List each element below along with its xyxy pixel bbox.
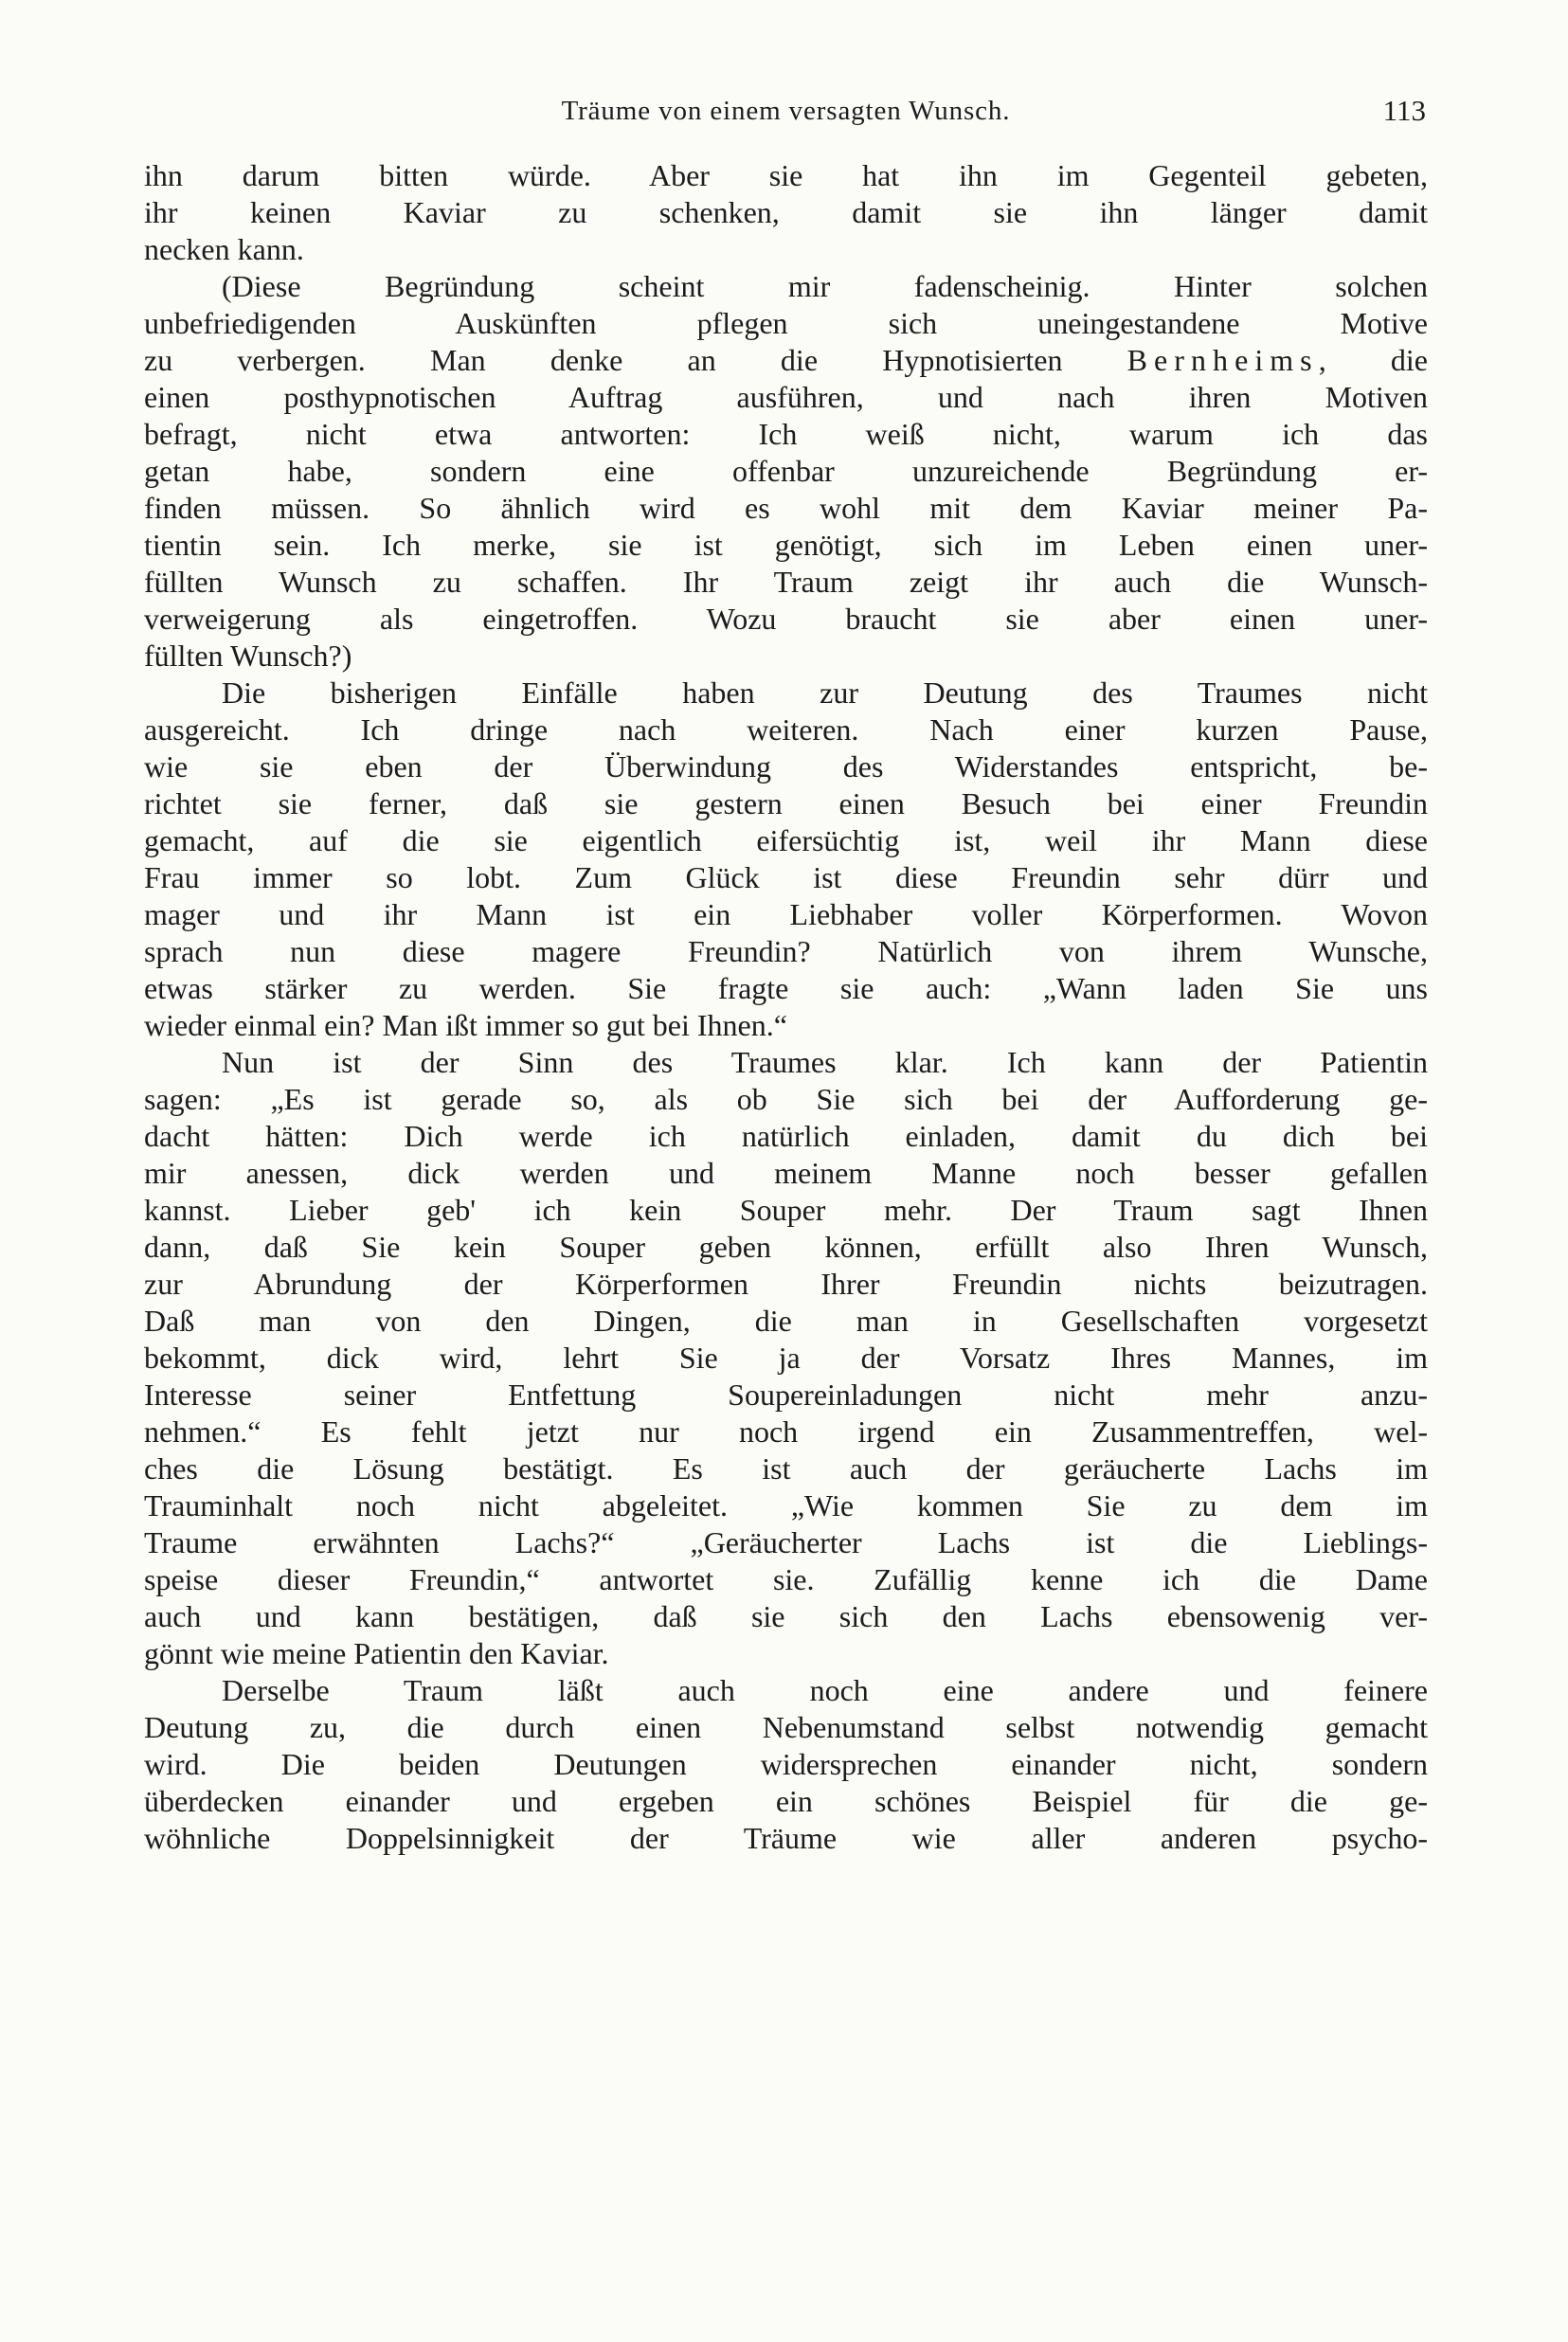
text-line: einen posthypnotischen Auftrag ausführen, und nach ihren Motiven: [144, 380, 1428, 414]
text-line: wieder einmal ein? Man ißt immer so gut bei Ihnen.“: [144, 1008, 787, 1042]
text-line: tientin sein. Ich merke, sie ist genötigt, sich im Leben einen uner-: [144, 528, 1428, 562]
text-line: gemacht, auf die sie eigentlich eifersüchtig ist, weil ihr Mann diese: [144, 823, 1428, 857]
text-line: kannst. Lieber geb' ich kein Souper mehr. Der Traum sagt Ihnen: [144, 1193, 1428, 1227]
text-line: befragt, nicht etwa antworten: Ich weiß nicht, warum ich das: [144, 417, 1428, 451]
text-line: (Diese Begründung scheint mir fadenscheinig. Hinter solchen: [222, 269, 1428, 303]
text-line: Trauminhalt noch nicht abgeleitet. „Wie kommen Sie zu dem im: [144, 1488, 1428, 1522]
text-line: wird. Die beiden Deutungen widersprechen einander nicht, sondern: [144, 1747, 1428, 1781]
text-line: sagen: „Es ist gerade so, als ob Sie sich bei der Aufforderung ge-: [144, 1082, 1428, 1116]
text-line: richtet sie ferner, daß sie gestern einen Besuch bei einer Freundin: [144, 786, 1428, 820]
text-line: Die bisherigen Einfälle haben zur Deutung des Traumes nicht: [222, 676, 1428, 710]
text-block: [144, 157, 1428, 1857]
text-line: Daß man von den Dingen, die man in Gesellschaften vorgesetzt: [144, 1304, 1428, 1338]
text-line: sprach nun diese magere Freundin? Natürlich von ihrem Wunsche,: [144, 934, 1428, 968]
text-line: dann, daß Sie kein Souper geben können, erfüllt also Ihren Wunsch,: [144, 1230, 1428, 1264]
text-line: zu verbergen. Man denke an die Hypnotisierten Bernheims, die: [144, 343, 1429, 377]
text-line: wie sie eben der Überwindung des Widerstandes entspricht, be-: [144, 749, 1428, 784]
text-line: getan habe, sondern eine offenbar unzureichende Begründung er-: [144, 454, 1428, 488]
text-line: verweigerung als eingetroffen. Wozu braucht sie aber einen uner-: [144, 602, 1428, 636]
page-number: 113: [1382, 94, 1426, 127]
text-line: finden müssen. So ähnlich wird es wohl mit dem Kaviar meiner Pa-: [144, 491, 1428, 525]
text-line: unbefriedigenden Auskünften pflegen sich uneingestandene Motive: [144, 306, 1428, 340]
text-line: mager und ihr Mann ist ein Liebhaber voller Körperformen. Wovon: [144, 897, 1428, 931]
text-line: füllten Wunsch?): [144, 639, 352, 673]
text-line: Derselbe Traum läßt auch noch eine andere und feinere: [222, 1673, 1428, 1707]
letterspaced-word: Bernheims: [1126, 343, 1319, 377]
text-line: überdecken einander und ergeben ein schönes Beispiel für die ge-: [144, 1784, 1428, 1818]
text-line: bekommt, dick wird, lehrt Sie ja der Vorsatz Ihres Mannes, im: [144, 1341, 1428, 1375]
text-line: etwas stärker zu werden. Sie fragte sie auch: „Wann laden Sie uns: [144, 971, 1428, 1005]
text-line: gönnt wie meine Patientin den Kaviar.: [144, 1636, 609, 1670]
page-header: [144, 93, 1428, 133]
text-line: füllten Wunsch zu schaffen. Ihr Traum zeigt ihr auch die Wunsch-: [144, 565, 1428, 599]
text-line: Frau immer so lobt. Zum Glück ist diese Freundin sehr dürr und: [144, 860, 1428, 894]
text-line: Traume erwähnten Lachs?“ „Geräucherter Lachs ist die Lieblings-: [144, 1525, 1428, 1559]
text-line: dacht hätten: Dich werde ich natürlich einladen, damit du dich bei: [144, 1119, 1428, 1153]
text-line: ihn darum bitten würde. Aber sie hat ihn im Gegenteil gebeten,: [144, 158, 1428, 192]
text-line: necken kann.: [144, 232, 304, 266]
text-line: ihr keinen Kaviar zu schenken, damit sie ihn länger damit: [144, 195, 1428, 229]
text-line: nehmen.“ Es fehlt jetzt nur noch irgend ein Zusammentreffen, wel-: [144, 1414, 1428, 1449]
text-line: speise dieser Freundin,“ antwortet sie. Zufällig kenne ich die Dame: [144, 1562, 1428, 1596]
text-line: Interesse seiner Entfettung Soupereinladungen nicht mehr anzu-: [144, 1378, 1428, 1412]
text-line: ausgereicht. Ich dringe nach weiteren. Nach einer kurzen Pause,: [144, 712, 1428, 747]
running-title: Träume von einem versagten Wunsch.: [561, 96, 1011, 126]
text-line: mir anessen, dick werden und meinem Manne noch besser gefallen: [144, 1156, 1428, 1190]
text-line: wöhnliche Doppelsinnigkeit der Träume wie aller anderen psycho-: [144, 1821, 1428, 1855]
text-line: Deutung zu, die durch einen Nebenumstand selbst notwendig gemacht: [144, 1710, 1428, 1744]
text-line: ches die Lösung bestätigt. Es ist auch der geräucherte Lachs im: [144, 1451, 1428, 1486]
text-line: Nun ist der Sinn des Traumes klar. Ich kann der Patientin: [222, 1045, 1428, 1079]
text-line: zur Abrundung der Körperformen Ihrer Freundin nichts beizutragen.: [144, 1267, 1428, 1301]
text-line: auch und kann bestätigen, daß sie sich den Lachs ebensowenig ver-: [144, 1599, 1428, 1633]
